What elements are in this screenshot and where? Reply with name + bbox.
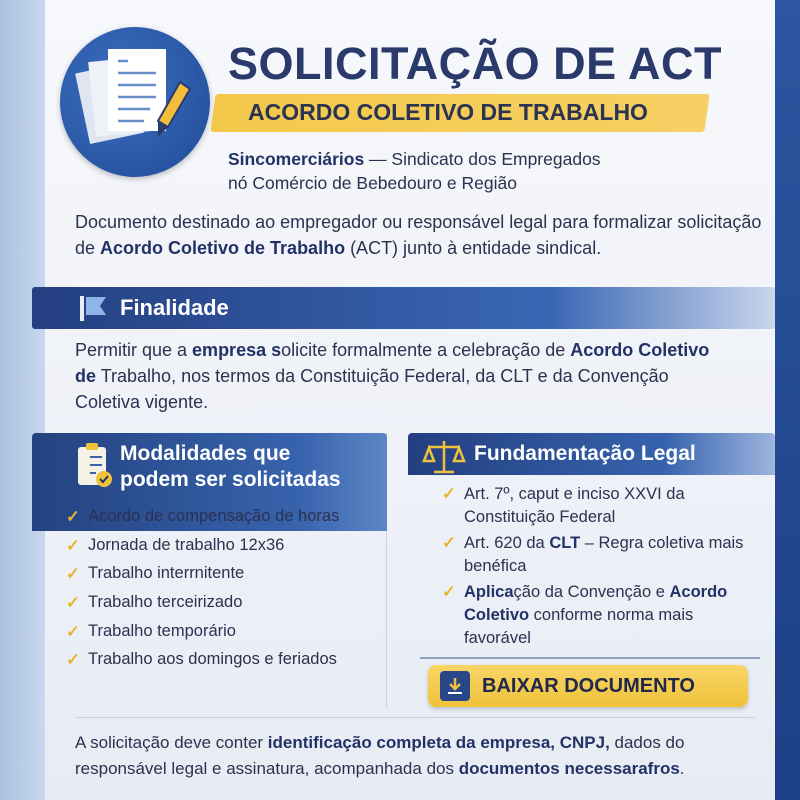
b: Acordo Coletivo de xyxy=(75,340,710,386)
modalidades-list xyxy=(66,507,339,679)
download-icon xyxy=(440,671,470,701)
check-icon: ✓ xyxy=(66,565,80,584)
list-item xyxy=(66,507,339,536)
check-icon: ✓ xyxy=(442,583,456,601)
page-title: SOLICITAÇÃO DE ACT xyxy=(228,38,722,89)
org-desc-line2: nó Comércio de Bebedouro e Região xyxy=(228,173,517,193)
org-name: Sincomerciários xyxy=(228,149,365,169)
t: A solicitação deve conter xyxy=(75,733,268,752)
list-item xyxy=(442,581,762,650)
item-text: Trabalho terceirizado xyxy=(88,593,243,612)
list-item xyxy=(66,593,339,622)
download-document-button[interactable] xyxy=(428,665,748,707)
t: ção da Convenção e xyxy=(513,583,670,601)
list-item xyxy=(442,483,762,529)
checklist-icon xyxy=(76,441,112,494)
org-desc: — Sindicato dos Empregados xyxy=(364,149,601,169)
t: Trabalho, nos termos da Constituição Federal, da CLT e da Convenção Coletiva vigente. xyxy=(75,366,669,412)
t: conforme norma mais favorável xyxy=(464,606,694,647)
b: Acordo Coletivo xyxy=(464,583,728,624)
intro-text-end: (ACT) junto à entidade sindical. xyxy=(345,238,602,258)
section-divider xyxy=(420,657,760,659)
b: identificação completa da empresa, CNPJ, xyxy=(267,733,610,752)
b: empresa s xyxy=(192,340,282,360)
download-label: BAIXAR DOCUMENTO xyxy=(482,674,695,697)
check-icon: ✓ xyxy=(442,534,456,552)
list-item xyxy=(66,536,339,565)
b: Aplica xyxy=(464,583,514,601)
footer-divider xyxy=(75,717,755,718)
footer-note xyxy=(75,730,765,782)
organization-info xyxy=(228,147,601,195)
right-edge-bar xyxy=(774,0,800,800)
item-text: Trabalho interrnitente xyxy=(88,564,245,583)
title-l2: podem ser solicitadas xyxy=(120,468,341,491)
t: – Regra coletiva mais benéfica xyxy=(464,534,744,575)
finalidade-title: Finalidade xyxy=(120,295,229,320)
t: . xyxy=(679,759,685,778)
item-text: Trabalho temporário xyxy=(88,621,236,640)
list-item xyxy=(66,650,339,679)
item-text: Jornada de trabalho 12x36 xyxy=(88,535,285,554)
list-item xyxy=(66,564,339,593)
check-icon: ✓ xyxy=(66,622,80,641)
check-icon: ✓ xyxy=(66,594,80,613)
t: Art. 620 da xyxy=(464,534,550,552)
list-item xyxy=(442,532,762,578)
modalidades-section xyxy=(32,433,387,708)
flag-icon xyxy=(78,294,108,327)
modalidades-title xyxy=(120,441,341,493)
intro-bold: Acordo Coletivo de Trabalho xyxy=(100,238,346,258)
intro-text: Documento destinado ao empregador ou responsável legal para formalizar solicitação de xyxy=(75,212,762,258)
t: Permitir que a xyxy=(75,340,193,360)
b: documentos necessarafros xyxy=(458,759,680,778)
t: dados do responsável legal e assinatura, acompanhada dos xyxy=(75,733,685,778)
list-item xyxy=(66,622,339,651)
check-icon: ✓ xyxy=(442,485,456,503)
fundamentacao-list xyxy=(442,483,762,653)
subtitle-text: ACORDO COLETIVO DE TRABALHO xyxy=(248,99,648,125)
title-l1: Modalidades que xyxy=(120,442,291,465)
b: CLT xyxy=(549,534,581,552)
item-text: Trabalho aos domingos e feriados xyxy=(88,650,337,669)
check-icon: ✓ xyxy=(66,536,80,555)
t: olicite formalmente a celebração de xyxy=(281,340,571,360)
item-text: Art. 7º, caput e inciso XXVI da Constituição Federal xyxy=(464,485,685,526)
scales-icon xyxy=(422,437,466,482)
document-pencil-icon xyxy=(60,27,210,177)
finalidade-text xyxy=(75,337,715,415)
check-icon: ✓ xyxy=(66,508,80,526)
fundamentacao-title: Fundamentação Legal xyxy=(474,442,696,465)
check-icon: ✓ xyxy=(66,651,80,670)
intro-paragraph xyxy=(75,209,775,261)
item-text: Acordo de compensação de horas xyxy=(88,507,340,525)
